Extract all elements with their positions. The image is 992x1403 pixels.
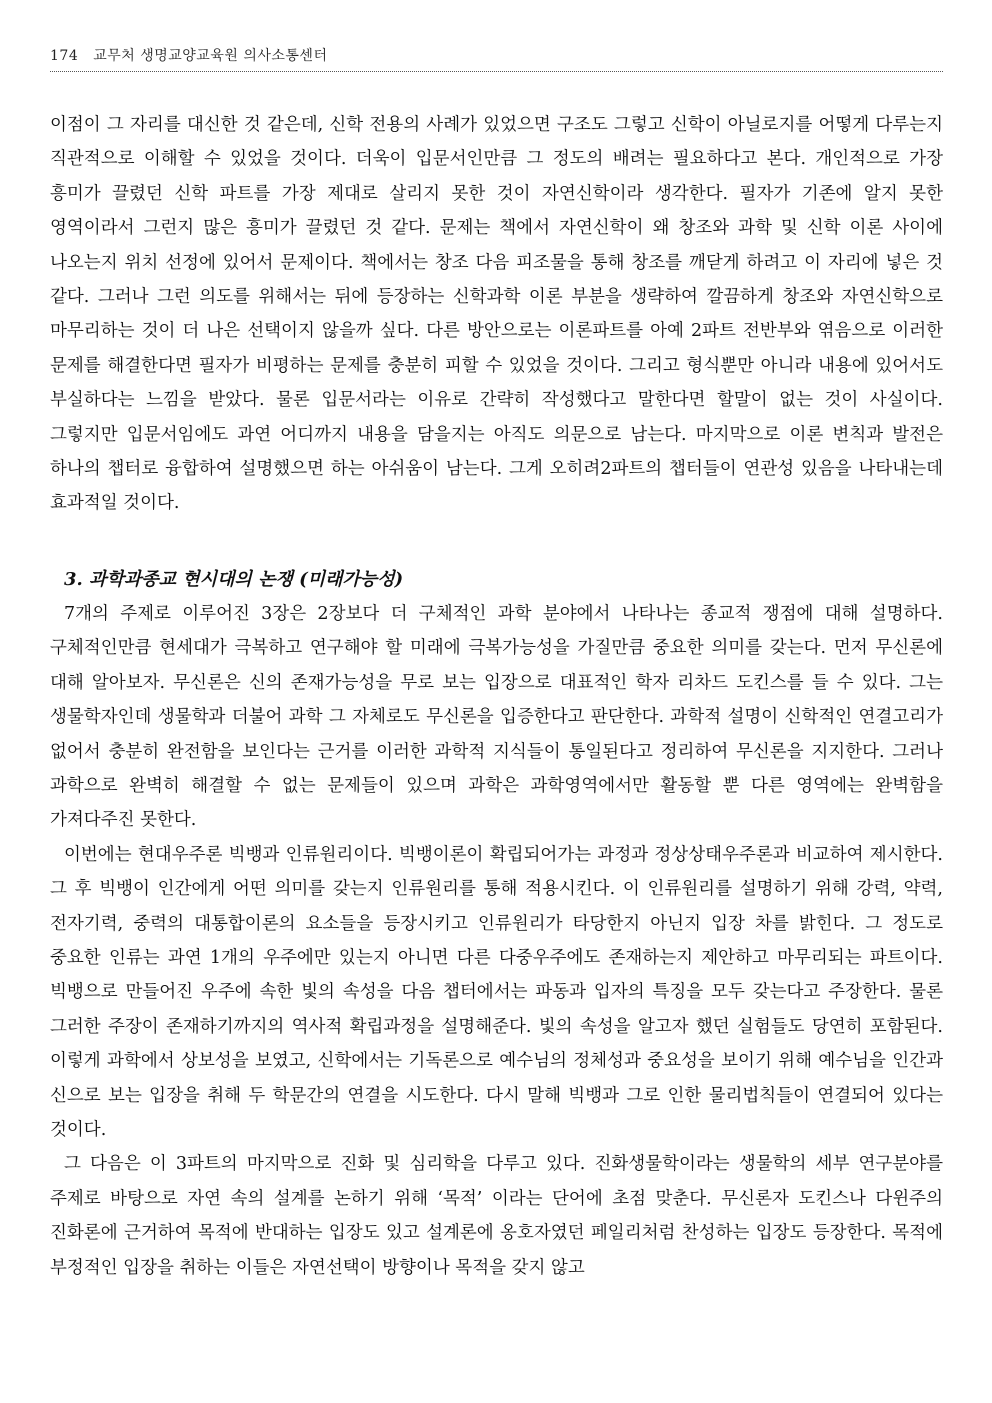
- body-paragraph-3: 이번에는 현대우주론 빅뱅과 인류원리이다. 빅뱅이론이 확립되어가는 과정과 정상상태우주론과 비교하여 제시한다. 그 후 빅뱅이 인간에게 어떤 의미를 갖는지 인류원리를 통해 적용시킨다. 이 인류원리를 설명하기 위해 강력, 약력, 전자기력, 중력의 대통합이론의 요소들을 등장시키고 인류원리가 타당한지 아닌지 입장 차를 밝힌다. 그 정도로 중요한 인류는 과연 1개의 우주에만 있는지 아니면 다른 다중우주에도 존재하는지 제안하고 마무리되는 파트이다. 빅뱅으로 만들어진 우주에 속한 빛의 속성을 다음 챕터에서는 파동과 입자의 특징을 모두 갖는다고 주장한다. 물론 그러한 주장이 존재하기까지의 역사적 확립과정을 설명해준다. 빛의 속성을 알고자 했던 실험들도 당연히 포함된다. 이렇게 과학에서 상보성을 보였고, 신학에서는 기독론으로 예수님의 정체성과 중요성을 보이기 위해 예수님을 인간과 신으로 보는 입장을 취해 두 학문간의 연결을 시도한다. 다시 말해 빅뱅과 그로 인한 물리법칙들이 연결되어 있다는 것이다.: [50, 844, 943, 1140]
- header-divider: [50, 71, 943, 72]
- page-body: [50, 108, 943, 1285]
- running-title: 교무처 생명교양교육원 의사소통센터: [93, 48, 328, 64]
- body-paragraph-1: 이점이 그 자리를 대신한 것 같은데, 신학 전용의 사례가 있었으면 구조도 그렇고 신학이 아닐로지를 어떻게 다루는지 직관적으로 이해할 수 있었을 것이다. 더욱이 입문서인만큼 그 정도의 배려는 필요하다고 본다. 개인적으로 가장 흥미가 끌렸던 신학 파트를 가장 제대로 살리지 못한 것이 자연신학이라 생각한다. 필자가 기존에 알지 못한 영역이라서 그런지 많은 흥미가 끌렸던 것 같다. 문제는 책에서 자연신학이 왜 창조와 과학 및 신학 이론 사이에 나오는지 위치 선정에 있어서 문제이다. 책에서는 창조 다음 피조물을 통해 창조를 깨닫게 하려고 이 자리에 넣은 것 같다. 그러나 그런 의도를 위해서는 뒤에 등장하는 신학과학 이론 부분을 생략하여 깔끔하게 창조와 자연신학으로 마무리하는 것이 더 나은 선택이지 않을까 싶다. 다른 방안으로는 이론파트를 아예 2파트 전반부와 엮음으로 이러한 문제를 해결한다면 필자가 비평하는 문제를 충분히 피할 수 있었을 것이다. 그리고 형식뿐만 아니라 내용에 있어서도 부실하다는 느낌을 받았다. 물론 입문서라는 이유로 간략히 작성했다고 말한다면 할말이 없는 것이 사실이다. 그렇지만 입문서임에도 과연 어디까지 내용을 담을지는 아직도 의문으로 남는다. 마지막으로 이론 변칙과 발전은 하나의 챕터로 융합하여 설명했으면 하는 아쉬움이 남는다. 그게 오히려2파트의 챕터들이 연관성 있음을 나타내는데 효과적일 것이다.: [50, 115, 943, 514]
- body-paragraph-4: 그 다음은 이 3파트의 마지막으로 진화 및 심리학을 다루고 있다. 진화생물학이라는 생물학의 세부 연구분야를 주제로 바탕으로 자연 속의 설계를 논하기 위해 ‘목적’ 이라는 단어에 초점 맞춘다. 무신론자 도킨스나 다윈주의 진화론에 근거하여 목적에 반대하는 입장도 있고 설계론에 옹호자였던 페일리처럼 찬성하는 입장도 등장한다. 목적에 부정적인 입장을 취하는 이들은 자연선택이 방향이나 목적을 갖지 않고: [50, 1154, 943, 1278]
- page-number: 174: [50, 48, 79, 64]
- section-heading: 3. 과학과종교 현시대의 논쟁 (미래가능성): [64, 568, 404, 590]
- body-paragraph-2: 7개의 주제로 이루어진 3장은 2장보다 더 구체적인 과학 분야에서 나타나는 종교적 쟁점에 대해 설명하다. 구체적인만큼 현세대가 극복하고 연구해야 할 미래에 극복가능성을 가질만큼 중요한 의미를 갖는다. 먼저 무신론에 대해 알아보자. 무신론은 신의 존재가능성을 무로 보는 입장으로 대표적인 학자 리차드 도킨스를 들 수 있다. 그는 생물학자인데 생물학과 더불어 과학 그 자체로도 무신론을 입증한다고 판단한다. 과학적 설명이 신학적인 연결고리가 없어서 충분히 완전함을 보인다는 근거를 이러한 과학적 지식들이 통일된다고 정리하여 무신론을 지지한다. 그러나 과학으로 완벽히 해결할 수 없는 문제들이 있으며 과학은 과학영역에서만 활동할 뿐 다른 영역에는 완벽함을 가져다주진 못한다.: [50, 603, 943, 831]
- running-header: [50, 44, 943, 68]
